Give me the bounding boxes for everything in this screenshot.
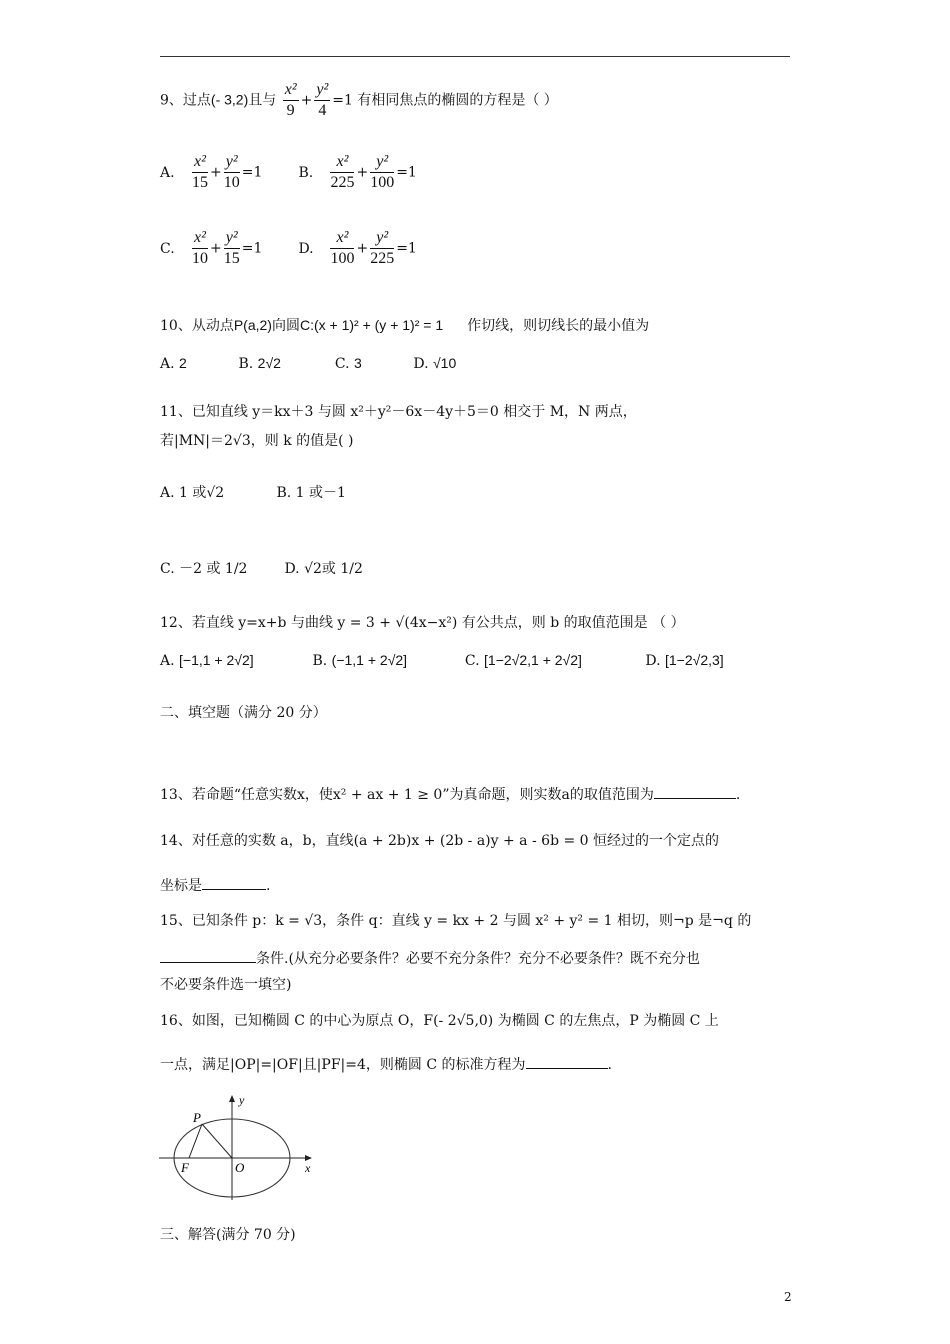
- label-p: P: [193, 1110, 201, 1125]
- q9-eq-frac-y: $\frac{\text{y²}}{4}$: [316, 81, 329, 119]
- q15-answer-blank[interactable]: [160, 962, 256, 963]
- header-rule: [160, 56, 790, 57]
- q14-line2: 坐标是 .: [160, 878, 271, 894]
- y-axis-arrow: [229, 1095, 235, 1102]
- q14-line1: 14、对任意的实数 a，b，直线(a + 2b)x + (2b - a)y + a - 6b = 0 恒经过的一个定点的: [160, 833, 720, 849]
- section-fill-in-title: 二、填空题（满分 20 分）: [160, 705, 327, 721]
- q9-stem: 9、过点(- 3,2)且与 $\frac{\text{x²}}{9}$ + $\frac{\text{y²}}{4}$ =1 有相同焦点的椭圆的方程是（ ）: [160, 81, 558, 119]
- q10-option-c[interactable]: C. 3: [334, 355, 362, 372]
- q9-point: (- 3,2): [210, 91, 249, 108]
- q9-prefix: 9、过点: [160, 92, 211, 109]
- q10-options: [160, 355, 456, 372]
- q11-options-row2: [160, 558, 363, 578]
- q13-text: 13、若命题“任意实数x，使x² + ax + 1 ≥ 0”为真命题，则实数a的取值范围为: [160, 787, 654, 803]
- q9-mid: 且与: [248, 92, 277, 109]
- q15-line2: 条件.(从充分必要条件？必要不充分条件？充分不必要条件？既不充分也: [160, 948, 700, 968]
- q11-line2: 若|MN|＝2√3，则 k 的值是( ): [160, 433, 354, 449]
- q12-stem: 12、若直线 y=x+b 与曲线 y = 3 + √(4x−x²) 有公共点，则 b 的取值范围是 （ ）: [160, 615, 685, 631]
- q9-option-a[interactable]: A. $\frac{\text{x²}}{15}$ + $\frac{\text{y²}}{10}$ =1: [160, 153, 263, 191]
- q11-line1: 11、已知直线 y＝kx＋3 与圆 x²＋y²－6x－4y＋5＝0 相交于 M，N 两点，: [160, 404, 637, 420]
- label-x: x: [305, 1161, 311, 1175]
- q11-option-d[interactable]: D. √2或 1/2: [284, 561, 363, 577]
- label-o: O: [235, 1160, 245, 1175]
- segment-po: [202, 1124, 232, 1158]
- q10-option-a[interactable]: A. 2: [160, 355, 187, 372]
- q13-answer-blank[interactable]: [654, 798, 736, 799]
- q11-option-b[interactable]: B. 1 或－1: [276, 485, 346, 501]
- q11-option-a[interactable]: A. 1 或√2: [160, 485, 225, 501]
- q12-option-d[interactable]: D. [1−2√2,3]: [645, 652, 724, 669]
- q12-option-a[interactable]: A. [−1,1 + 2√2]: [160, 652, 254, 669]
- label-f: F: [181, 1160, 189, 1175]
- q9-suffix: 有相同焦点的椭圆的方程是（ ）: [357, 92, 558, 109]
- q10-option-b[interactable]: B. 2√2: [238, 355, 281, 372]
- q16-line2: 一点，满足|OP|=|OF|且|PF|=4，则椭圆 C 的标准方程为 .: [160, 1057, 612, 1073]
- section-solutions-title: 三、解答(满分 70 分): [160, 1227, 296, 1243]
- page-number: 2: [784, 1290, 792, 1304]
- q10-stem: 10、从动点P(a,2)向圆C:(x + 1)² + (y + 1)² = 1 作切线，则切线长的最小值为: [160, 317, 650, 334]
- q10-option-d[interactable]: D. √10: [413, 355, 457, 372]
- q13-line: 13、若命题“任意实数x，使x² + ax + 1 ≥ 0”为真命题，则实数a的取值范围为 .: [160, 787, 741, 803]
- q15-line3: 不必要条件选一填空): [160, 977, 292, 993]
- q9-option-d[interactable]: D. $\frac{\text{x²}}{100}$ + $\frac{\text{y²}}{225}$ =1: [298, 229, 417, 267]
- q9-eq-frac-x: $\frac{\text{x²}}{9}$: [284, 81, 297, 119]
- segment-pf: [189, 1124, 202, 1158]
- q9-option-c[interactable]: C. $\frac{\text{x²}}{10}$ + $\frac{\text{y²}}{15}$ =1: [160, 229, 263, 267]
- q9-options-row1: [160, 152, 417, 193]
- q11-options-row1: [160, 482, 346, 502]
- q12-option-c[interactable]: C. [1−2√2,1 + 2√2]: [464, 652, 582, 669]
- q14-answer-blank[interactable]: [202, 889, 266, 890]
- q16-line1: 16、如图，已知椭圆 C 的中心为原点 O，F(- 2√5,0) 为椭圆 C 的左焦点，P 为椭圆 C 上: [160, 1013, 719, 1029]
- q16-answer-blank[interactable]: [526, 1068, 608, 1069]
- q9-option-b[interactable]: B. $\frac{\text{x²}}{225}$ + $\frac{\text{y²}}{100}$ =1: [298, 153, 417, 191]
- q15-line1: 15、已知条件 p：k = √3，条件 q：直线 y = kx + 2 与圆 x² + y² = 1 相切，则¬p 是¬q 的: [160, 913, 752, 929]
- label-y: y: [239, 1093, 245, 1107]
- q9-options-row2: [160, 228, 417, 269]
- ellipse-figure: [155, 1092, 325, 1204]
- q12-options: [160, 652, 724, 669]
- q9-eq-rhs: =1: [332, 92, 353, 109]
- q11-option-c[interactable]: C. －2 或 1/2: [160, 561, 248, 577]
- q12-option-b[interactable]: B. (−1,1 + 2√2]: [312, 652, 408, 669]
